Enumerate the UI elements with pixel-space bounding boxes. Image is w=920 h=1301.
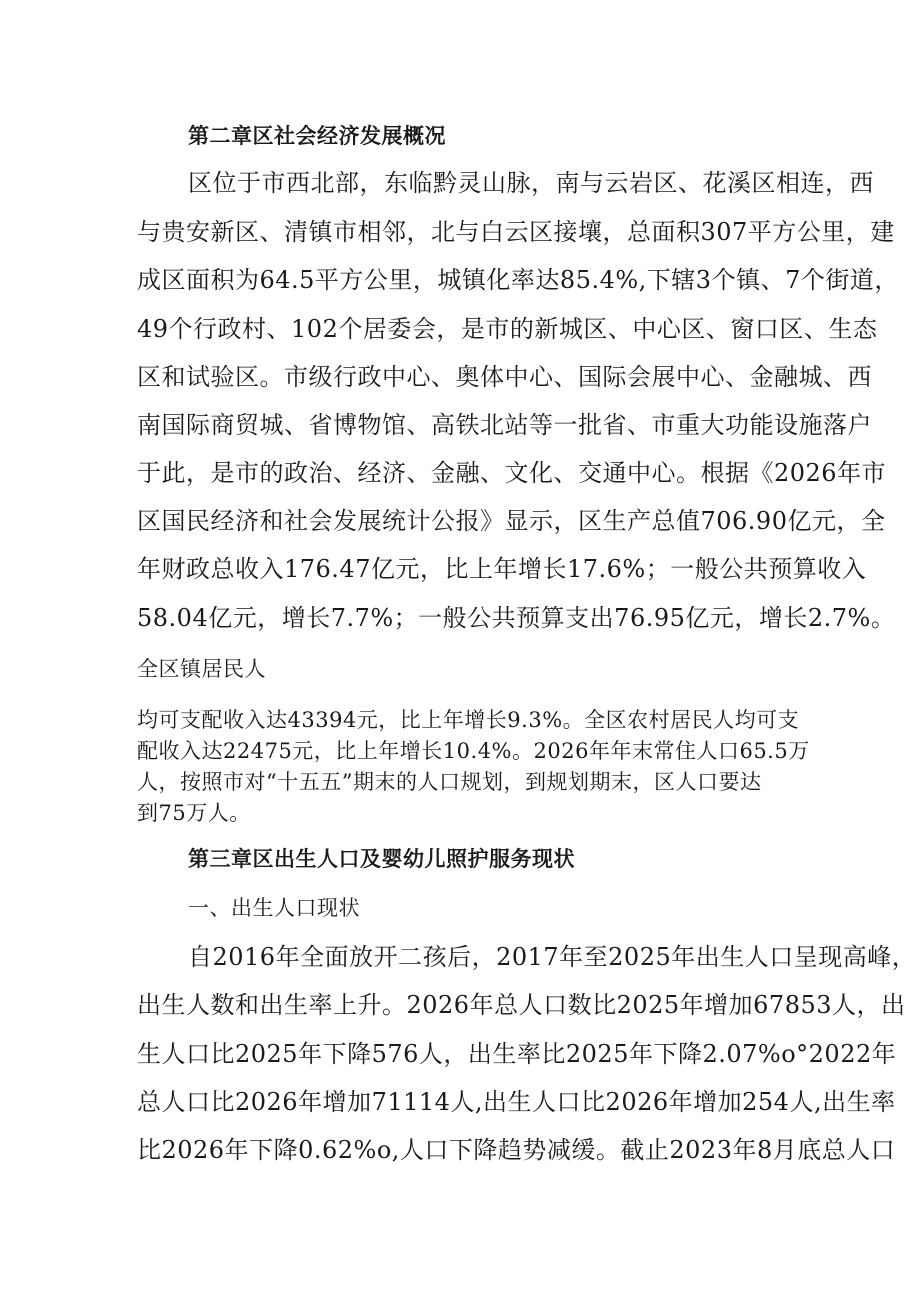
chapter3-title: 第三章区出生人口及婴幼儿照护服务现状 — [188, 846, 575, 871]
paragraph-line: 均可支配收入达43394元，比上年增长9.3%。全区农村居民人均可支 — [137, 708, 800, 732]
paragraph-line: 区国民经济和社会发展统计公报》显示，区生产总值706.90亿元，全 — [137, 507, 886, 535]
paragraph-line: 年财政总收入176.47亿元，比上年增长17.6%；一般公共预算收入 — [137, 555, 867, 583]
paragraph-line: 与贵安新区、清镇市相邻，北与白云区接壤，总面积307平方公里，建 — [137, 218, 895, 246]
paragraph-line: 比2026年下降0.62%o,人口下降趋势减缓。截止2023年8月底总人口 — [137, 1136, 896, 1164]
paragraph-line: 区和试验区。市级行政中心、奥体中心、国际会展中心、金融城、西 — [137, 363, 872, 391]
paragraph-line: 总人口比2026年增加71114人,出生人口比2026年增加254人,出生率 — [137, 1088, 896, 1116]
paragraph-line: 人，按照市对“十五五”期末的人口规划，到规划期末，区人口要达 — [137, 770, 762, 794]
paragraph-line: 全区镇居民人 — [137, 657, 266, 681]
paragraph-line: 成区面积为64.5平方公里，城镇化率达85.4%,下辖3个镇、7个街道， — [137, 266, 899, 294]
paragraph-line: 49个行政村、102个居委会，是市的新城区、中心区、窗口区、生态 — [137, 315, 878, 343]
paragraph-line: 出生人数和出生率上升。2026年总人口数比2025年增加67853人，出 — [137, 991, 906, 1019]
paragraph-line: 58.04亿元，增长7.7%；一般公共预算支出76.95亿元，增长2.7%。 — [137, 604, 896, 632]
paragraph-line: 配收入达22475元，比上年增长10.4%。2026年年末常住人口65.5万 — [137, 739, 810, 763]
section-title: 一、出生人口现状 — [188, 896, 360, 920]
paragraph-line: 于此，是市的政治、经济、金融、文化、交通中心。根据《2026年市 — [137, 459, 887, 487]
paragraph-line: 区位于市西北部，东临黔灵山脉，南与云岩区、花溪区相连，西 — [188, 169, 874, 197]
paragraph-line: 自2016年全面放开二孩后，2017年至2025年出生人口呈现高峰， — [188, 943, 917, 971]
paragraph-line: 南国际商贸城、省博物馆、高铁北站等一批省、市重大功能设施落户 — [137, 411, 872, 439]
chapter2-title: 第二章区社会经济发展概况 — [188, 123, 446, 148]
paragraph-line: 到75万人。 — [137, 801, 251, 825]
paragraph-line: 生人口比2025年下降576人，出生率比2025年下降2.07%o°2022年 — [137, 1040, 897, 1068]
